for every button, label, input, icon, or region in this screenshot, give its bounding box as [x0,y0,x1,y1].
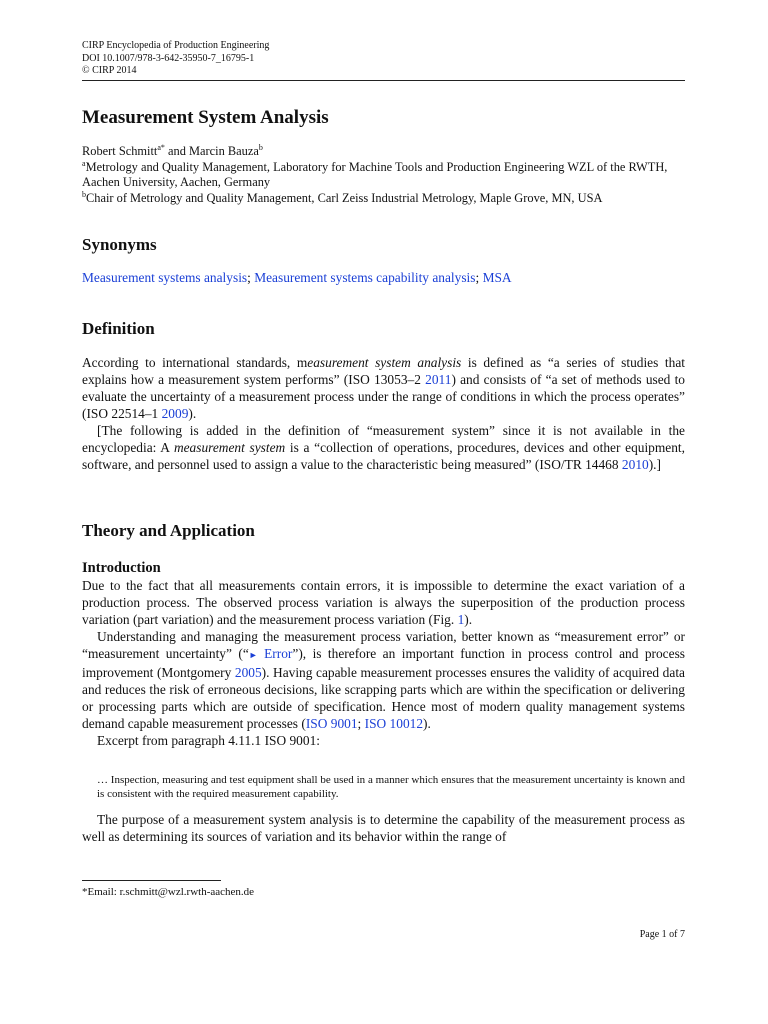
affil-a-marker: a [82,158,86,168]
publication-name: CIRP Encyclopedia of Production Engineering [82,40,270,51]
figure-link-1[interactable]: 1 [457,612,465,627]
synonym-sep: ; [247,270,255,285]
affil-a-text: Metrology and Quality Management, Laboratory for Machine Tools and Production Engineering WZL of the RWTH, Aachen University, Aachen, Germany [82,159,668,189]
definition-paragraph-1: According to international standards, measurement system analysis is defined as “a series of studies that explains how a measurement system performs” (ISO 13053–2 2011) and consists of “a set of methods used to evaluate the uncertainty of a measurement process under the range of conditions in which the process operates” (ISO 22514–1 2009). [82,355,685,421]
ref-link-2009[interactable]: 2009 [161,406,189,421]
article-title: Measurement System Analysis [82,107,329,128]
definition-paragraph-2: [The following is added in the definition of “measurement system” since it is not available in the encyclopedia: A measurement system is a “collection of operations, procedures, devices and other equipment, software, and personnel used to assign a value to the characteristic being measured” (ISO/TR 14468 2010).] [82,423,685,472]
affil-b-text: Chair of Metrology and Quality Management, Carl Zeiss Industrial Metrology, Maple Grove, MN, USA [86,190,603,205]
footnote-divider [82,880,221,881]
affiliation-a [82,160,692,191]
theory-heading: Theory and Application [82,521,255,540]
affil-b-marker: b [82,189,86,199]
ref-link-iso9001[interactable]: ISO 9001 [305,716,358,731]
publication-header [82,40,269,78]
error-link[interactable]: Error [264,646,293,661]
synonym-link-2[interactable]: Measurement systems capability analysis [254,270,476,285]
author-1-affil: a* [157,142,165,152]
footnote-email: *Email: r.schmitt@wzl.rwth-aachen.de [82,886,255,898]
page-number: Page 1 of 7 [639,929,685,940]
author-2-affil: b [258,142,263,152]
introduction-body [82,577,685,749]
author-join: and [164,144,190,158]
synonyms-list [82,270,512,286]
doi: DOI 10.1007/978-3-642-35950-7_16795-1 [82,52,255,64]
intro-continued [82,811,685,845]
synonym-link-1[interactable]: Measurement systems analysis [82,270,248,285]
affiliation-b [82,191,692,207]
author-1: Robert Schmitt [82,144,158,158]
introduction-heading: Introduction [82,560,161,576]
cross-reference-arrow-icon: ► [248,650,258,660]
intro-paragraph-3: Excerpt from paragraph 4.11.1 ISO 9001: [97,733,320,748]
author-2: Marcin Bauza [189,144,259,158]
author-line [82,144,692,160]
ref-link-2005[interactable]: 2005 [234,665,262,680]
synonym-sep: ; [475,270,483,285]
intro-paragraph-1: Due to the fact that all measurements contain errors, it is impossible to determine the exact variation of a production process. The observed process variation is always the superposition of the production process variation (part variation) and the measurement process variation (Fig. 1). [82,578,685,627]
ref-link-2011[interactable]: 2011 [425,372,452,387]
synonym-link-3[interactable]: MSA [482,270,512,285]
synonyms-heading: Synonyms [82,235,157,254]
copyright: © CIRP 2014 [82,65,137,76]
iso-quote: … Inspection, measuring and test equipment shall be used in a manner which ensures that the measurement uncertainty is known and is consistent with the required measurement capability. [97,774,685,800]
ref-link-2010[interactable]: 2010 [621,457,649,472]
header-divider [82,80,685,81]
intro-paragraph-2: Understanding and managing the measurement process variation, better known as “measurement error” or “measurement uncertainty” (“► Error”), is therefore an important function in process control and process improvement (Montgomery 2005). Having capable measurement processes ensures the validity of acquired data and reduces the risk of erroneous decisions, like scrapping parts which are within the specification or delivering or processing parts which are outside of specification. Hence most of modern quality management systems demand capable measurement processes (ISO 9001; ISO 10012). [82,629,685,731]
ref-link-iso10012[interactable]: ISO 10012 [364,716,424,731]
intro-paragraph-4: The purpose of a measurement system analysis is to determine the capability of the measurement process as well as determining its sources of variation and its behavior within the range of [82,812,685,844]
definition-body [82,354,685,473]
definition-heading: Definition [82,319,155,338]
authors-block [82,144,692,206]
